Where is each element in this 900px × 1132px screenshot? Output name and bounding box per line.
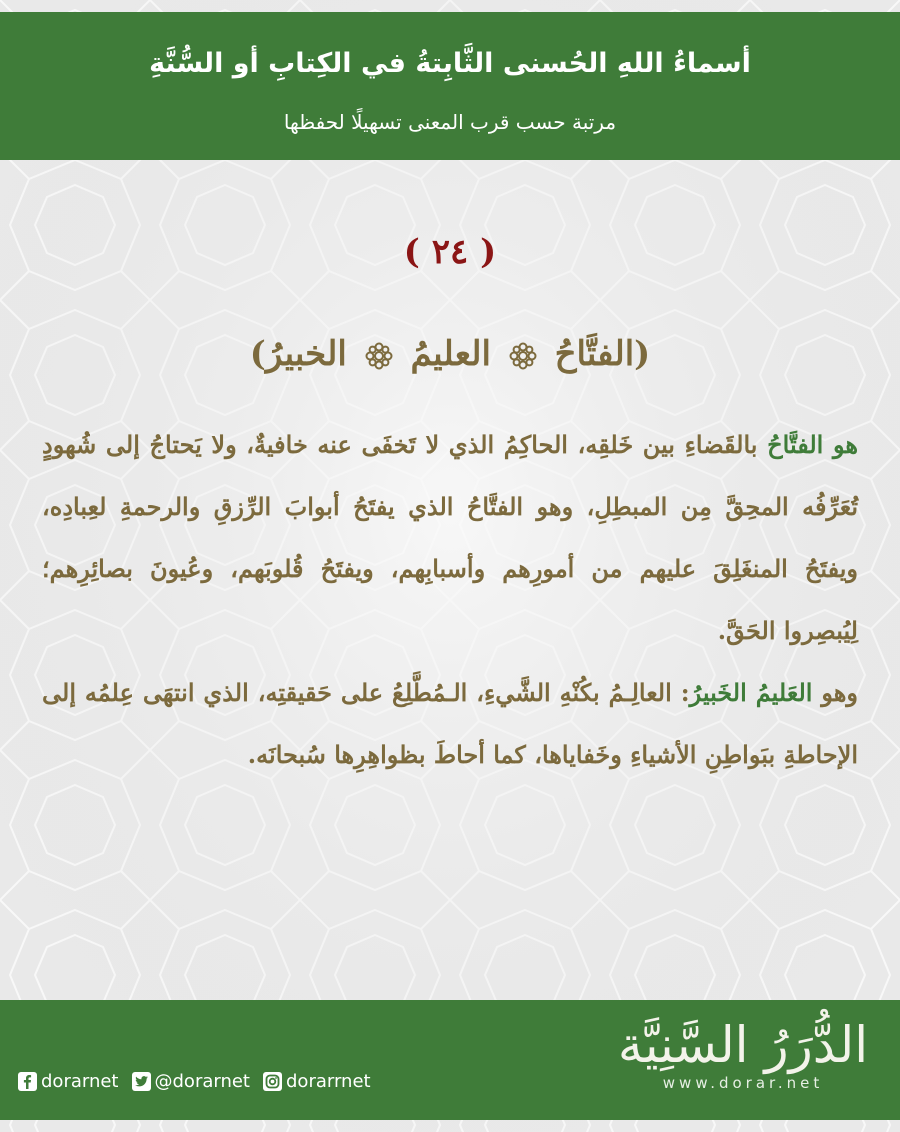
name-alim: العليمُ	[410, 334, 491, 374]
paragraph-fattah-text: بالقَضاءِ بين خَلقِه، الحاكِمُ الذي لا تَخفَى عنه خافيةٌ، ولا يَحتاجُ إلى شُهودٍ تُعَرِّفُه المحِقَّ مِن المبطِلِ، وهو الفتَّاحُ الذي يفتَحُ أبوابَ الرِّزقِ والرحمةِ لعِبادِه، ويفتَحُ المنغَلِقَ عليهم من أمورِهم وأسبابِهم، ويفتَحُ قُلوبَهم، وعُيونَ بصائِرِهم؛ لِيُبصِروا الحَقَّ.	[42, 430, 858, 645]
explanation-text	[42, 414, 858, 786]
paragraph-prefix: وهو	[812, 678, 859, 707]
header-banner	[0, 12, 900, 160]
flower-ornament-icon	[365, 342, 393, 370]
instagram-handle[interactable]: dorarrnet	[286, 1070, 371, 1092]
social-links	[18, 1068, 384, 1094]
instagram-icon[interactable]	[263, 1072, 282, 1091]
dorar-logo[interactable]	[608, 1012, 878, 1092]
names-heading	[0, 334, 900, 374]
page-subtitle: مرتبة حسب قرب المعنى تسهيلًا لحفظها	[283, 110, 617, 134]
page-title: أسماءُ اللهِ الحُسنى الثَّابِتةُ في الكِتابِ أو السُّنَّةِ	[149, 48, 751, 79]
names-paren-open: (	[634, 334, 651, 374]
paragraph-alim-khabir-text: : العالِـمُ بكُنْهِ الشَّيءِ، الـمُطَّلِعُ على حَقيقتِه، الذي انتهَى عِلمُه إلى الإحاطةِ ببَواطِنِ الأشياءِ وخَفاياها، كما أحاطَ بظواهِرِها سُبحانَه.	[42, 678, 858, 769]
names-paren-close: )	[249, 334, 266, 374]
paragraph-fattah	[42, 414, 858, 662]
flower-ornament-icon	[509, 342, 537, 370]
facebook-handle[interactable]: dorarnet	[41, 1070, 119, 1092]
logo-url: www.dorar.net	[662, 1074, 824, 1092]
highlight-name-fattah: هو الفتَّاحُ	[767, 430, 859, 459]
footer-banner	[0, 1000, 900, 1120]
name-khabir: الخبيرُ	[265, 334, 347, 374]
logo-text: الدُّرَرُ السَّنِيَّة	[617, 1016, 869, 1074]
name-fattah: الفتَّاحُ	[554, 334, 635, 374]
highlight-name-alim-khabir: العَليمُ الخَبيرُ	[689, 678, 813, 707]
twitter-icon[interactable]	[132, 1072, 151, 1091]
facebook-icon[interactable]	[18, 1072, 37, 1091]
paragraph-alim-khabir	[42, 662, 858, 786]
name-number: ( ٢٤ )	[403, 232, 497, 272]
twitter-handle[interactable]: @dorarnet	[154, 1070, 250, 1092]
